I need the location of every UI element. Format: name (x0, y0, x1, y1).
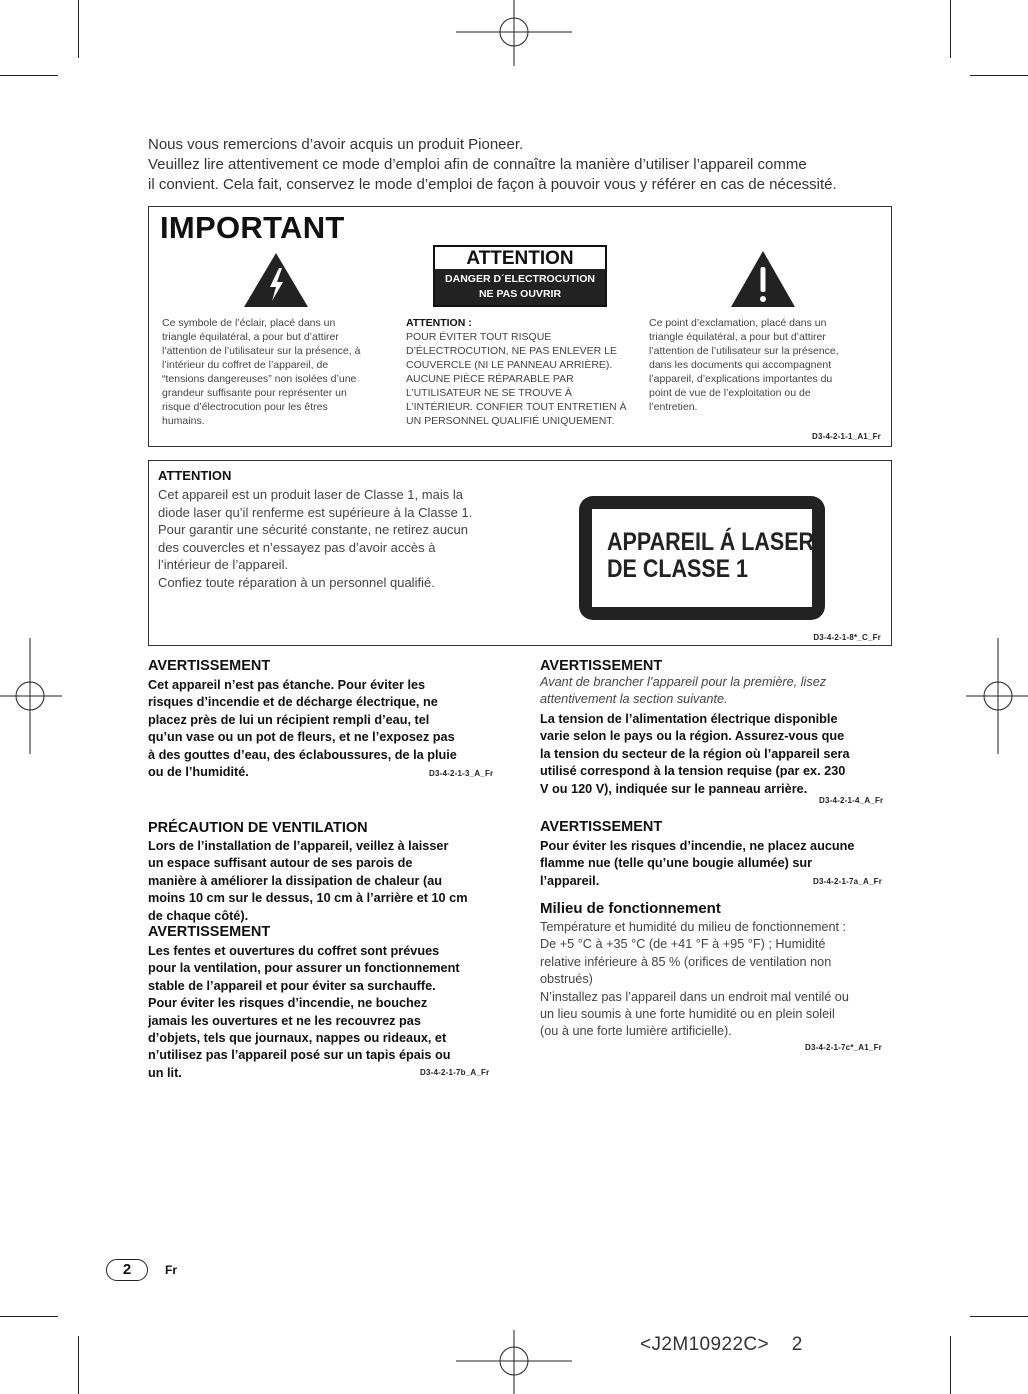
text-line: l’attention de l’utilisateur sur la présence, à (162, 345, 361, 357)
laser-heading: ATTENTION (158, 468, 232, 483)
text-line: l’appareil. (540, 873, 600, 888)
text-line: la tension du secteur de la région où l’appareil sera (540, 746, 850, 761)
registration-mark-icon (456, 1330, 572, 1394)
attention-head: ATTENTION : (406, 317, 472, 329)
crop-mark (950, 1336, 951, 1394)
crop-mark (0, 1316, 58, 1317)
text-line: triangle équilatéral, a pour but d’attirer (162, 331, 339, 343)
text-line: Les fentes et ouvertures du coffret sont prévues (148, 944, 440, 958)
lightning-description (162, 316, 392, 428)
text-line: stable de l’appareil et pour éviter sa surchauffe. (148, 978, 436, 993)
exclamation-triangle-icon (730, 250, 796, 308)
reference-code: D3-4-2-1-8*_C_Fr (813, 633, 881, 642)
text-line: manière à améliorer la dissipation de chaleur (au (148, 873, 443, 888)
text-line: Pour garantir une sécurité constante, ne retirez aucun (158, 522, 469, 537)
laser-label-line: APPAREIL Á LASER (607, 528, 815, 556)
text-line: moins 10 cm sur le dessus, 10 cm à l’arrière et 10 cm (148, 891, 468, 906)
text-line: qu’un vase ou un pot de fleurs, et ne l’exposez pas (148, 730, 455, 745)
text-line: Lors de l’installation de l’appareil, veillez à laisser (148, 839, 449, 853)
laser-description (158, 486, 503, 591)
section-heading: PRÉCAUTION DE VENTILATION (148, 820, 368, 836)
text-line: l’attention de l’utilisateur sur la présence, (649, 345, 839, 357)
text-line: l’intérieur de l’appareil. (158, 557, 289, 572)
text-line: AUCUNE PIÈCE RÉPARABLE PAR (406, 373, 574, 385)
text-line: De +5 °C à +35 °C (de +41 °F à +95 °F) ; Humidité (540, 937, 826, 952)
text-line: Ce symbole de l’éclair, placé dans un (162, 317, 336, 329)
text-line: (ou à une forte lumière artificielle). (540, 1024, 732, 1039)
reference-code: D3-4-2-1-1_A1_Fr (811, 432, 881, 441)
crop-mark (970, 75, 1028, 76)
text-line: POUR ÉVITER TOUT RISQUE (406, 331, 552, 343)
crop-mark (950, 0, 951, 58)
attention-label (433, 245, 607, 307)
laser-label-text (607, 529, 814, 583)
text-line: triangle équilatéral, a pour but d’attirer (649, 331, 826, 343)
registration-mark-icon (456, 0, 572, 66)
section-heading: AVERTISSEMENT (540, 819, 663, 835)
attention-label-sub2: NE PAS OUVRIR (478, 288, 562, 300)
warning-text (148, 943, 508, 1082)
text-line: risques d’incendie et de décharge électrique, ne (148, 695, 438, 710)
text-line: relative inférieure à 85 % (orifices de ventilation non (540, 954, 832, 969)
text-line: V ou 120 V), indiquée sur le panneau arrière. (540, 781, 808, 796)
crop-mark (970, 1316, 1028, 1317)
text-line: Pour éviter les risques d’incendie, ne bouchez (148, 996, 428, 1011)
text-line: l’appareil, d’explications importantes du (649, 373, 833, 385)
intro-line: Veuillez lire attentivement ce mode d’emploi afin de connaître la manière d’utiliser l’appareil comme (148, 156, 807, 173)
section-heading: AVERTISSEMENT (148, 658, 271, 674)
reference-code: D3-4-2-1-4_A_Fr (819, 796, 884, 805)
document-number: <J2M10922C> 2 (640, 1334, 803, 1355)
text-line: L’INTÉRIEUR. CONFIER TOUT ENTRETIEN À (406, 401, 627, 413)
text-line: ou de l’humidité. (148, 765, 249, 780)
text-line: placez près de lui un récipient rempli d’eau, tel (148, 712, 430, 727)
intro-text (148, 135, 908, 195)
attention-label-sub (435, 269, 605, 305)
text-line: Cet appareil est un produit laser de Classe 1, mais la (158, 487, 463, 502)
registration-mark-icon (966, 638, 1028, 754)
intro-line: Nous vous remercions d’avoir acquis un produit Pioneer. (148, 136, 524, 153)
text-line: flamme nue (telle qu’une bougie allumée) sur (540, 856, 813, 871)
text-line: dans les documents qui accompagnent (649, 359, 832, 371)
text-line: pour la ventilation, pour assurer un fonctionnement (148, 961, 460, 976)
text-line: jamais les ouvertures et ne les recouvrez pas (148, 1013, 421, 1028)
text-line: attentivement la section suivante. (540, 692, 728, 707)
language-code: Fr (165, 1263, 177, 1277)
reference-code: D3-4-2-1-7a_A_Fr (813, 877, 883, 886)
text-line: un lieu soumis à une forte humidité ou en plein soleil (540, 1007, 835, 1022)
reference-code: D3-4-2-1-7c*_A1_Fr (805, 1043, 882, 1052)
crop-mark (78, 0, 79, 58)
text-line: un lit. (148, 1065, 182, 1080)
text-line: La tension de l’alimentation électrique disponible (540, 712, 838, 726)
text-line: diode laser qu’il renferme est supérieure à la Classe 1. (158, 504, 473, 520)
text-line: varie selon le pays ou la région. Assurez-vous que (540, 729, 845, 744)
text-line: Cet appareil n’est pas étanche. Pour éviter les (148, 678, 426, 692)
important-title: IMPORTANT (160, 210, 345, 245)
text-line: n’utilisez pas l’appareil posé sur un tapis épais ou (148, 1048, 451, 1063)
environment-text (540, 919, 895, 1041)
text-line: un espace suffisant autour de ses parois de (148, 856, 413, 871)
text-line: utilisé correspond à la tension requise (par ex. 230 (540, 764, 846, 779)
reference-code: D3-4-2-1-3_A_Fr (429, 769, 494, 778)
crop-mark (78, 1336, 79, 1394)
laser-class-label (579, 496, 825, 620)
laser-label-line: DE CLASSE 1 (607, 555, 748, 583)
warning-text (540, 711, 895, 798)
ventilation-text (148, 838, 508, 925)
text-line: COUVERCLE (NI LE PANNEAU ARRIÈRE). (406, 359, 613, 371)
text-line: l’intérieur du coffret de l’appareil, de (162, 359, 329, 371)
text-line: Avant de brancher l’appareil pour la première, lisez (540, 675, 827, 689)
text-line: obstrués) (540, 972, 593, 987)
registration-mark-icon (0, 638, 62, 754)
intro-line: il convient. Cela fait, conservez le mode d’emploi de façon à pouvoir vous y référer en cas de nécessité. (148, 176, 837, 193)
text-line: Confiez toute réparation à un personnel qualifié. (158, 574, 435, 590)
text-line: humains. (162, 415, 205, 427)
text-line: point de vue de l’exploitation ou de (649, 387, 811, 399)
text-line: des couvercles et n’essayez pas d’avoir accès à (158, 539, 436, 555)
exclamation-description (649, 316, 879, 414)
laser-label-inner (592, 509, 815, 607)
text-line: grandeur suffisante pour représenter un (162, 387, 347, 399)
text-line: Ce point d’exclamation, placé dans un (649, 317, 827, 329)
text-line: Pour éviter les risques d’incendie, ne placez aucune (540, 839, 855, 853)
text-line: d’objets, tels que journaux, nappes ou rideaux, et (148, 1031, 447, 1046)
section-heading: AVERTISSEMENT (540, 658, 663, 674)
text-line: L’UTILISATEUR NE SE TROUVE À (406, 387, 572, 399)
text-line: D’ÉLECTROCUTION, NE PAS ENLEVER LE (406, 345, 618, 357)
warning-intro (540, 674, 895, 709)
attention-label-sub1: DANGER D´ELECTROCUTION (445, 273, 595, 285)
attention-label-title: ATTENTION (466, 248, 574, 269)
text-line: “tensions dangereuses” non isolées d’une (162, 373, 357, 385)
text-line: l’entretien. (649, 401, 698, 413)
reference-code: D3-4-2-1-7b_A_Fr (420, 1068, 490, 1077)
section-heading: Milieu de fonctionnement (540, 900, 721, 917)
attention-description (406, 316, 642, 428)
text-line: risque d’électrocution pour les êtres (162, 401, 328, 413)
text-line: UN PERSONNEL QUALIFIÉ UNIQUEMENT. (406, 415, 615, 427)
crop-mark (0, 75, 58, 76)
text-line: à des gouttes d’eau, des éclaboussures, de la pluie (148, 747, 457, 762)
lightning-triangle-icon (243, 252, 309, 308)
section-heading: AVERTISSEMENT (148, 924, 271, 940)
page-number: 2 (106, 1259, 148, 1281)
text-line: de chaque côté). (148, 908, 249, 923)
warning-text (148, 677, 508, 781)
text-line: Température et humidité du milieu de fonctionnement : (540, 920, 847, 934)
text-line: N’installez pas l’appareil dans un endroit mal ventilé ou (540, 989, 849, 1004)
